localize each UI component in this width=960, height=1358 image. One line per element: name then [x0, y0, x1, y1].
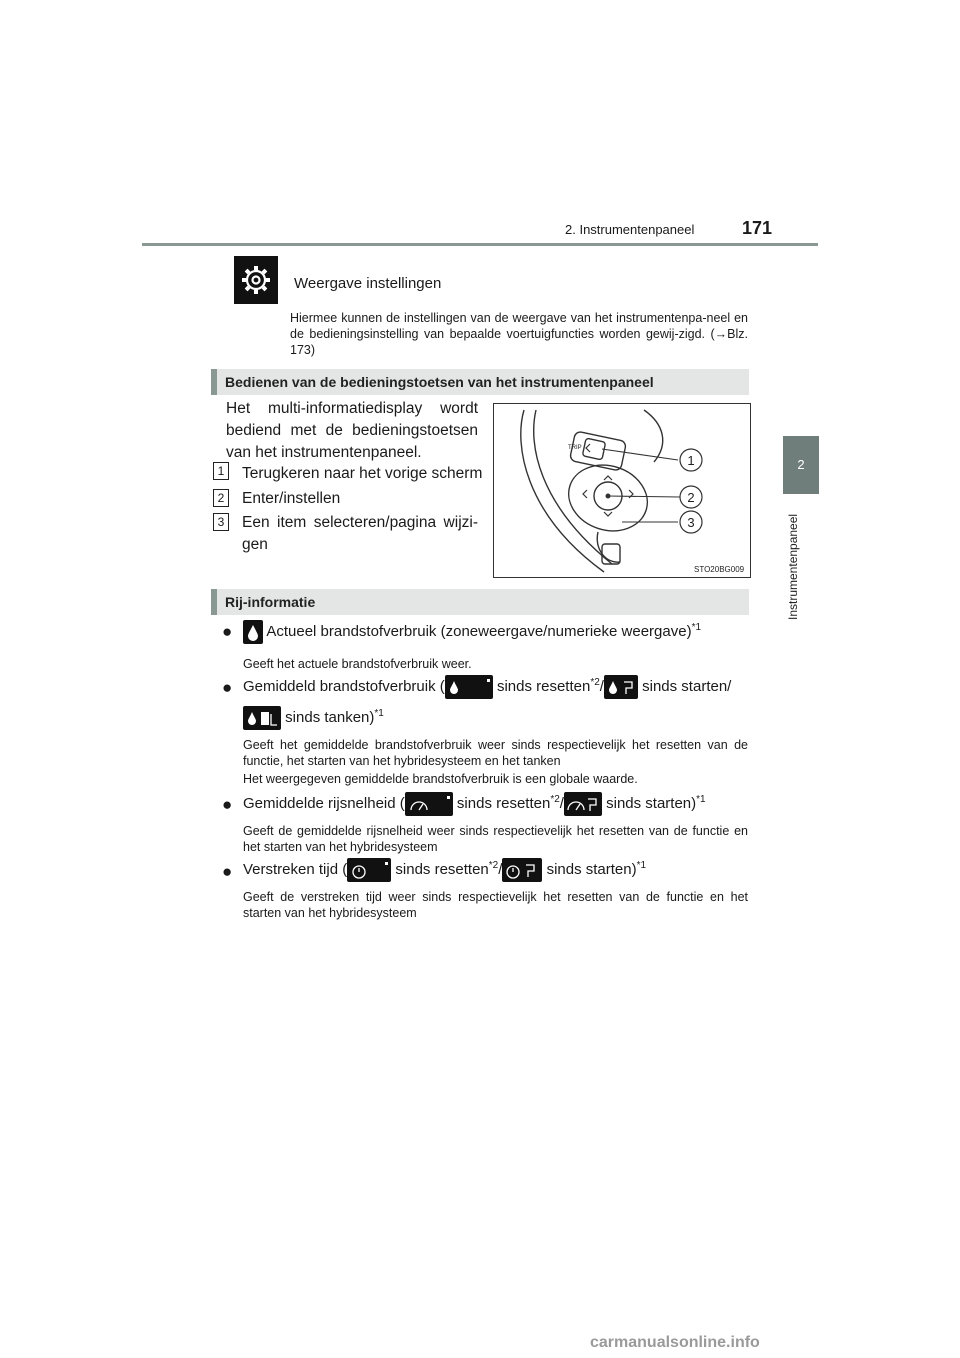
settings-title: Weergave instellingen — [294, 275, 442, 292]
callout-1: 1 — [687, 453, 695, 468]
item-text: Een item selecteren/pagina wijzi-gen — [242, 514, 478, 553]
speed-start-icon — [564, 792, 602, 816]
callout-2: 2 — [687, 490, 695, 505]
chapter-title: Instrumentenpaneel — [786, 513, 800, 620]
entry-description: Geeft de gemiddelde rijsnelheid weer sinds respectievelijk het resetten van de functie en het starten van het hybridesysteem — [243, 824, 748, 854]
section-heading-driving-info — [211, 589, 749, 615]
section-heading-controls — [211, 369, 749, 395]
page-number: 171 — [742, 218, 773, 238]
entry-title-continued: sinds tanken)$^{*1}$ — [243, 706, 384, 730]
entry-description: Geeft het actuele brandstofverbruik weer. — [243, 657, 472, 671]
steering-switch-illustration — [493, 403, 751, 578]
settings-description: Hiermee kunnen de instellingen van de weergave van het instrumentenpa-neel en de bedieningsinstelling van bepaalde voertuigfuncties worden gewij-zigd. (→Blz. 173) — [290, 311, 748, 357]
bullet: ● — [222, 862, 233, 881]
chapter-tab: 2 — [783, 436, 819, 494]
fuel-refill-icon — [243, 706, 281, 730]
item-text: Enter/instellen — [242, 490, 341, 507]
item-text: Terugkeren naar het vorige scherm — [242, 465, 483, 482]
figure-code: STO20BG009 — [694, 565, 745, 574]
bullet: ● — [222, 795, 233, 814]
header-rule — [142, 243, 818, 246]
fuel-drop-icon — [243, 620, 263, 644]
item-number: 1 — [213, 462, 229, 480]
gear-icon — [234, 256, 278, 304]
entry-title: Verstreken tijd ( sinds resetten$^{*2}$/ sinds starten)$^{*1}$ — [243, 858, 646, 882]
watermark: carmanualsonline.info — [590, 1334, 760, 1351]
entry-description: Geeft het gemiddelde brandstofverbruik weer sinds respectievelijk het resetten van de functie, het starten van het hybridesysteem en het tanken — [243, 738, 748, 768]
entry-title: Actueel brandstofverbruik (zoneweergave/numerieke weergave)$^{*1}$ — [243, 620, 701, 644]
controls-intro: Het multi-informatiedisplay wordt bediend met de bedieningstoetsen van het instrumentenpaneel. — [226, 400, 478, 461]
entry-title: Gemiddelde rijsnelheid ( sinds resetten$^{*2}$/ sinds starten)$^{*1}$ — [243, 792, 706, 816]
entry-title: Gemiddeld brandstofverbruik ( sinds resetten$^{*2}$/ sinds starten/ — [243, 675, 731, 699]
fuel-start-icon — [604, 675, 638, 699]
speed-reset-icon — [405, 792, 453, 816]
fuel-reset-icon — [445, 675, 493, 699]
item-number: 2 — [213, 489, 229, 507]
timer-reset-icon — [347, 858, 391, 882]
entry-description: Het weergegeven gemiddelde brandstofverbruik is een globale waarde. — [243, 772, 638, 786]
entry-description: Geeft de verstreken tijd weer sinds respectievelijk het resetten van de functie en het starten van het hybridesysteem — [243, 890, 748, 920]
header-section: 2. Instrumentenpaneel — [565, 222, 695, 237]
bullet: ● — [222, 622, 233, 641]
trip-label: TRIP — [568, 445, 582, 451]
timer-start-icon — [502, 858, 542, 882]
callout-3: 3 — [687, 515, 695, 530]
bullet: ● — [222, 678, 233, 697]
section-heading-text: Rij-informatie — [225, 594, 316, 610]
section-heading-text: Bedienen van de bedieningstoetsen van het instrumentenpaneel — [225, 374, 654, 390]
item-number: 3 — [213, 513, 229, 531]
